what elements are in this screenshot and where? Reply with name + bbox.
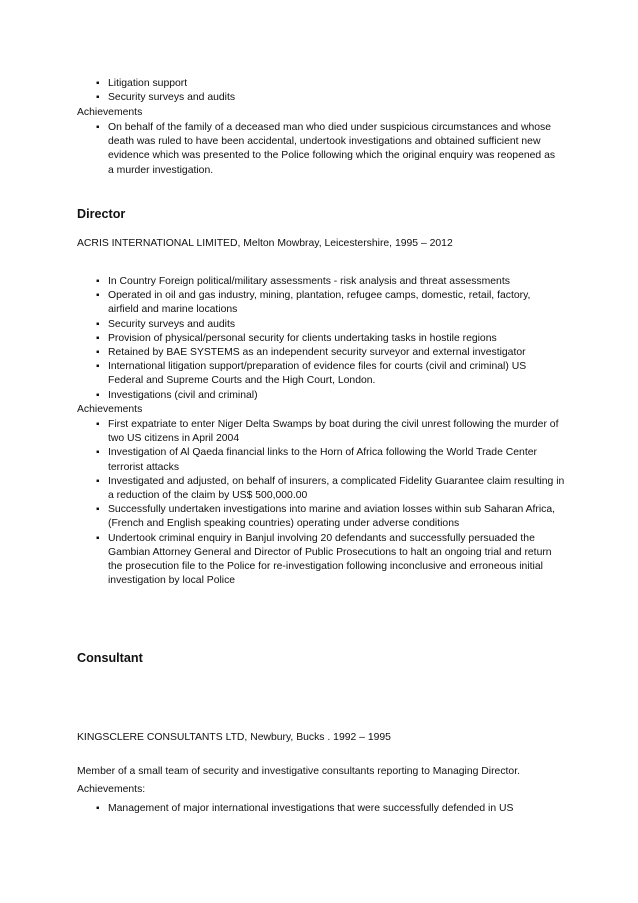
director-company: ACRIS INTERNATIONAL LIMITED, Melton Mowbray, Leicestershire, 1995 – 2012 [77, 238, 453, 249]
list-item: ▪ Security surveys and audits [108, 318, 558, 332]
list-item: ▪ Investigated and adjusted, on behalf of insurers, a complicated Fidelity Guarantee claim resulting in a reduction of the claim by US$ 500,000.00 [108, 475, 568, 503]
list-item: ▪ International litigation support/preparation of evidence files for courts (civil and criminal) US Federal and Supreme Courts and the High Court, London. [108, 360, 558, 388]
list-item: ▪ Successfully undertaken investigations into marine and aviation losses within sub Saharan Africa, (French and English speaking countries) operating under adverse conditions [108, 503, 568, 531]
top-bullet-list [0, 77, 588, 105]
consultant-achievements-label: Achievements: [77, 784, 146, 795]
top-achievements-list [0, 121, 558, 178]
consultant-title: Consultant [77, 651, 143, 665]
director-title: Director [77, 207, 126, 221]
consultant-achievements-list [0, 802, 568, 816]
director-achievements-label: Achievements [77, 404, 143, 415]
list-item: ▪ Investigation of Al Qaeda financial links to the Horn of Africa following the World Trade Center terrorist attacks [108, 446, 568, 474]
list-item: ▪ Management of major international investigations that were successfully defended in US [108, 802, 568, 816]
director-achievements-list [0, 418, 568, 588]
list-item: ▪ First expatriate to enter Niger Delta Swamps by boat during the civil unrest following the murder of two US citizens in April 2004 [108, 418, 568, 446]
list-item: ▪ Retained by BAE SYSTEMS as an independent security surveyor and external investigator [108, 346, 558, 360]
consultant-description: Member of a small team of security and investigative consultants reporting to Managing Director. [77, 766, 520, 777]
list-item: ▪ Litigation support [108, 77, 588, 91]
consultant-company: KINGSCLERE CONSULTANTS LTD, Newbury, Bucks . 1992 – 1995 [77, 732, 391, 743]
list-item: ▪ Security surveys and audits [108, 91, 588, 105]
list-item: ▪ Operated in oil and gas industry, mining, plantation, refugee camps, domestic, retail, factory, airfield and marine locations [108, 289, 558, 317]
achievements-label: Achievements [77, 107, 143, 118]
director-duties-list [0, 275, 558, 403]
list-item: ▪ Undertook criminal enquiry in Banjul involving 20 defendants and successfully persuaded the Gambian Attorney General and Director of Public Prosecutions to halt an ongoing trial and return the prosecution file to the Police for re-investigation following inconclusive and erroneous initial investigation by local Police [108, 532, 568, 589]
list-item: ▪ Provision of physical/personal security for clients undertaking tasks in hostile regions [108, 332, 558, 346]
list-item: ▪ On behalf of the family of a deceased man who died under suspicious circumstances and whose death was ruled to have been accidental, undertook investigations and obtained sufficient new evidence which was presented to the Police following which the original enquiry was reopened as a murder investigation. [108, 121, 558, 178]
list-item: ▪ Investigations (civil and criminal) [108, 389, 558, 403]
list-item: ▪ In Country Foreign political/military assessments - risk analysis and threat assessments [108, 275, 558, 289]
